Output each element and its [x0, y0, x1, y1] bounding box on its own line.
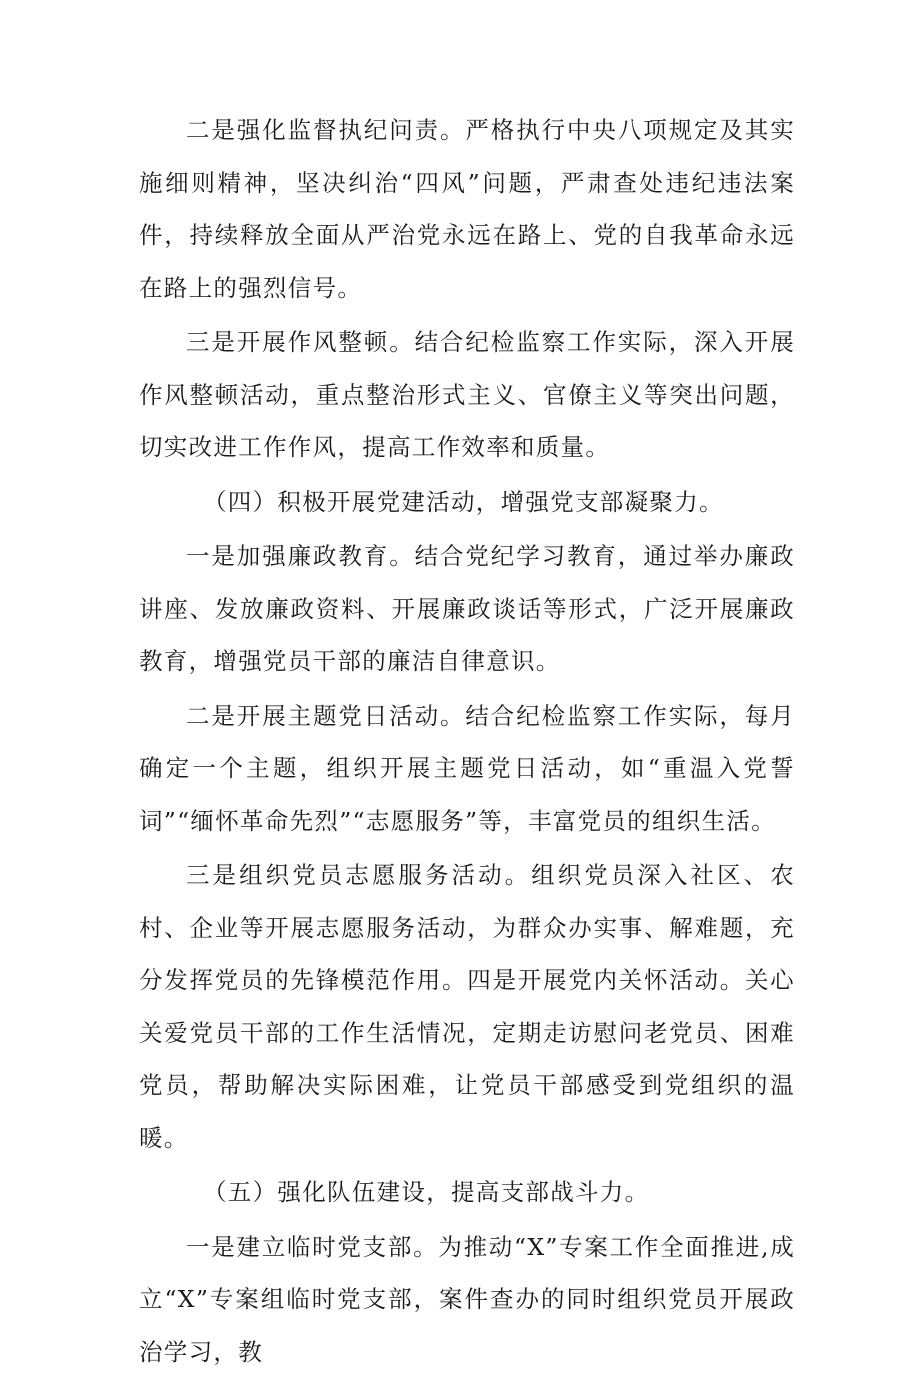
paragraph-integrity-education: 一是加强廉政教育。结合党纪学习教育，通过举办廉政讲座、发放廉政资料、开展廉政谈话等形式，广泛开展廉政教育，增强党员干部的廉洁自律意识。 — [139, 542, 795, 675]
paragraph-temporary-branch: 一是建立临时党支部。为推动“X”专案工作全面推进,成立“X”专案组临时党支部，案件查办的同时组织党员开展政治学习，教 — [139, 1232, 795, 1366]
paragraph-supervision: 二是强化监督执纪问责。严格执行中央八项规定及其实施细则精神，坚决纠治“四风”问题，严肃查处违纪违法案件，持续释放全面从严治党永远在路上、党的自我革命永远在路上的强烈信号。 — [139, 116, 795, 302]
document-body — [139, 104, 795, 1380]
paragraph-style-rectification: 三是开展作风整顿。结合纪检监察工作实际，深入开展作风整顿活动，重点整治形式主义、官僚主义等突出问题，切实改进工作作风，提高工作效率和质量。 — [139, 328, 795, 461]
paragraph-volunteer-service: 三是组织党员志愿服务活动。组织党员深入社区、农村、企业等开展志愿服务活动，为群众办实事、解难题，充分发挥党员的先锋模范作用。四是开展党内关怀活动。关心关爱党员干部的工作生活情况，定期走访慰问老党员、困难党员，帮助解决实际困难，让党员干部感受到党组织的温暖。 — [139, 861, 795, 1152]
paragraph-theme-party-day: 二是开展主题党日活动。结合纪检监察工作实际，每月确定一个主题，组织开展主题党日活动，如“重温入党誓词”“缅怀革命先烈”“志愿服务”等，丰富党员的组织生活。 — [139, 701, 795, 835]
section-heading-5: （五）强化队伍建设，提高支部战斗力。 — [203, 1178, 650, 1206]
section-heading-4: （四）积极开展党建活动，增强党支部凝聚力。 — [203, 487, 724, 516]
